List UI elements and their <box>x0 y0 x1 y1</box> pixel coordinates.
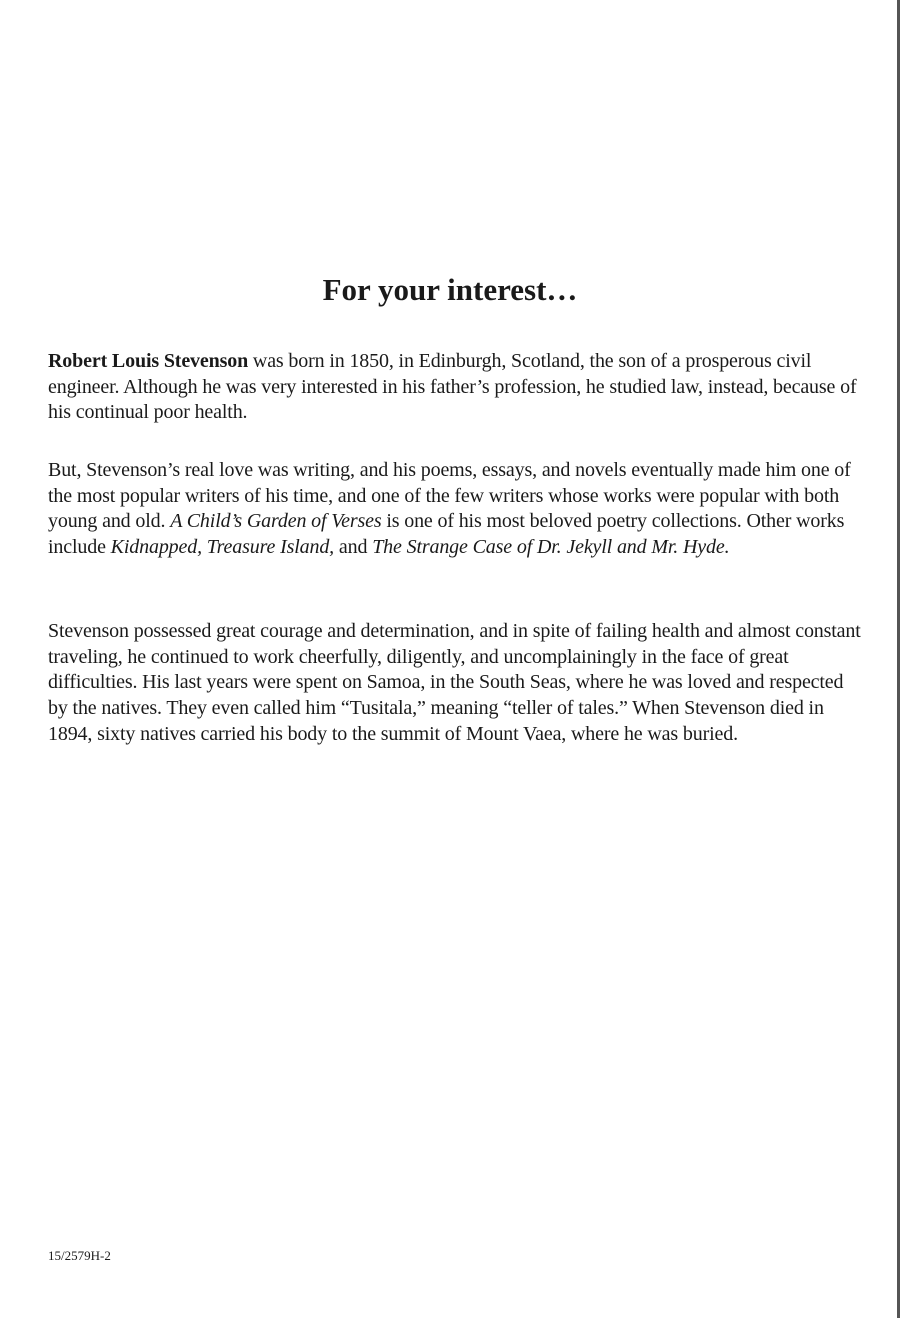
author-name: Robert Louis Stevenson <box>48 350 249 372</box>
paragraph-1-text: was born in 1850, in Edinburgh, Scotland, the son of a prosperous civil engineer. Although he was very interested in his father’s profession, he studied law, instead, because of his continual poor health. <box>48 350 857 424</box>
work-title-childs-garden: A Child’s Garden of Verses <box>170 510 382 533</box>
paragraph-biography-intro <box>48 349 863 426</box>
paragraph-2-text-a: But, Stevenson’s real love was writing, and his poems, essays, and novels eventually made him one of the most popular writers of his time, and one of the few writers whose works were popular with both young and old. <box>48 459 851 533</box>
footer-document-code: 15/2579H-2 <box>48 1248 111 1263</box>
work-title-jekyll-hyde: The Strange Case of Dr. Jekyll and Mr. Hyde. <box>372 536 730 559</box>
paragraph-2-text-b: is one of his most beloved poetry collections. Other works include <box>48 510 845 559</box>
paragraph-writing-career <box>48 458 863 561</box>
paragraph-2-text-c: and <box>334 536 373 559</box>
page-title: For your interest… <box>322 272 578 307</box>
paragraph-later-life: Stevenson possessed great courage and determination, and in spite of failing health and almost constant traveling, he continued to work cheerfully, diligently, and uncomplainingly in the face of great difficulties. His last years were spent on Samoa, in the South Seas, where he was loved and respected by the natives. They even called him “Tusitala,” meaning “teller of tales.” When Stevenson died in 1894, sixty natives carried his body to the summit of Mount Vaea, where he was buried. <box>48 620 861 745</box>
work-titles-kidnapped-treasure-island: Kidnapped, Treasure Island, <box>110 536 335 559</box>
